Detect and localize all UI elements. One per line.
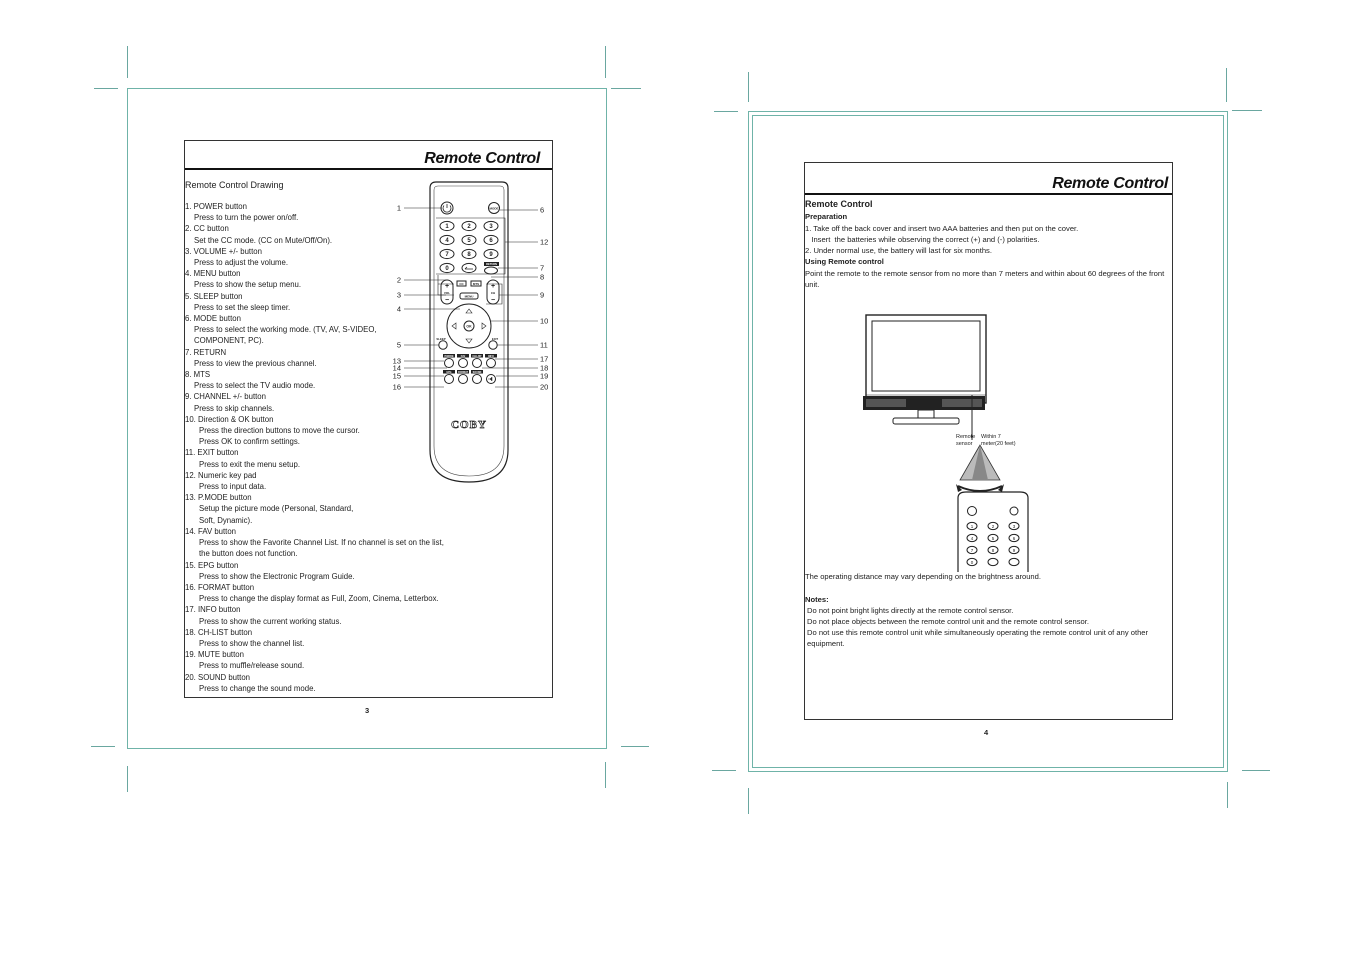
list-item-description: Press to change the sound mode. bbox=[199, 683, 316, 693]
fn-key-label: FORMAT bbox=[457, 370, 469, 374]
digit-key-label: 1 bbox=[970, 523, 974, 529]
fn-button-key bbox=[445, 359, 454, 368]
list-item-description: Press to show the setup menu. bbox=[194, 280, 302, 290]
list-item-heading: 16. FORMAT button bbox=[185, 582, 255, 592]
list-item-heading: 13. P.MODE button bbox=[185, 493, 252, 503]
list-item-heading: 20. SOUND button bbox=[185, 672, 251, 682]
callout-number: 5 bbox=[396, 340, 401, 350]
callout-number: 8 bbox=[540, 272, 545, 282]
fn-button-key bbox=[445, 375, 454, 384]
callout-number: 9 bbox=[540, 290, 545, 300]
return-button-key bbox=[485, 267, 498, 274]
preparation-step-2: 2. Under normal use, the battery will last for six months. bbox=[805, 246, 992, 255]
list-item-heading: 14. FAV button bbox=[185, 526, 237, 536]
within-distance-label: Within 7 meter(20 feet) bbox=[981, 434, 1016, 447]
page-4-header-rule bbox=[805, 193, 1172, 195]
fn-key-label: FAV bbox=[460, 354, 466, 358]
list-item-heading: 6. MODE button bbox=[185, 314, 241, 324]
list-item-heading: 12. Numeric key pad bbox=[185, 470, 257, 480]
list-item-heading: 19. MUTE button bbox=[185, 650, 244, 660]
digit-key-label: 2 bbox=[467, 224, 471, 231]
list-item-description: Press to skip channels. bbox=[194, 403, 275, 413]
callout-number: 19 bbox=[540, 371, 549, 381]
page-4-header-title: Remote Control bbox=[1052, 175, 1168, 192]
list-item-description: Press to turn the power on/off. bbox=[194, 213, 299, 223]
callout-number: 2 bbox=[396, 275, 401, 285]
digit-key-label: 0 bbox=[445, 266, 449, 273]
page-3-header-title: Remote Control bbox=[424, 150, 540, 167]
fn-key-label: INFO bbox=[488, 354, 494, 358]
digit-key-label: 0 bbox=[970, 559, 974, 565]
exit-button-key bbox=[489, 341, 497, 349]
list-item-description: Press to adjust the volume. bbox=[194, 258, 289, 268]
sleep-button-key bbox=[439, 341, 447, 349]
digit-key-label: 8 bbox=[991, 547, 995, 553]
list-item-heading: 3. VOLUME +/- button bbox=[185, 246, 262, 256]
callout-number: 18 bbox=[540, 363, 549, 373]
channel-key-label: CH bbox=[490, 291, 496, 295]
list-item-description: Setup the picture mode (Personal, Standard, bbox=[199, 504, 354, 514]
callout-number: 3 bbox=[396, 290, 401, 300]
exit-key-label: EXIT bbox=[491, 337, 499, 341]
volume-key-label: VOL bbox=[443, 291, 451, 295]
digit-key-label: 7 bbox=[970, 547, 974, 553]
channel-minus-label: − bbox=[490, 297, 496, 304]
power-icon bbox=[968, 507, 977, 516]
preparation-heading: Preparation bbox=[805, 212, 848, 221]
digit-key-label: 6 bbox=[1012, 535, 1016, 541]
list-item-description: Press to show the Favorite Channel List. If no channel is set on the list, bbox=[199, 538, 444, 548]
distance-note: The operating distance may vary depending on the brightness around. bbox=[805, 572, 1041, 581]
note-1: Do not point bright lights directly at the remote control sensor. bbox=[807, 606, 1014, 615]
mode-key-label: MODE bbox=[489, 206, 499, 211]
page-4-section-title: Remote Control bbox=[805, 199, 873, 209]
list-item-description: Press to input data. bbox=[199, 482, 267, 492]
brand-logo: COBY bbox=[451, 419, 487, 431]
list-item-description: Press the direction buttons to move the cursor. bbox=[199, 426, 360, 436]
digit-key-label: 4 bbox=[970, 535, 974, 541]
sleep-key-label: SLEEP bbox=[436, 337, 446, 341]
preparation-step-1: 1. Take off the back cover and insert two AAA batteries and then put on the cover. bbox=[805, 224, 1079, 233]
mode-button-key bbox=[1010, 507, 1018, 515]
using-remote-heading: Using Remote control bbox=[805, 257, 884, 266]
notes-heading: Notes: bbox=[805, 595, 829, 604]
fn-button-key bbox=[459, 375, 468, 384]
fn-key-label: EPG bbox=[446, 370, 452, 374]
fn-key-label: SOUND bbox=[472, 370, 482, 374]
callout-number: 12 bbox=[540, 237, 549, 247]
list-item-heading: 5. SLEEP button bbox=[185, 291, 243, 301]
list-item-description: Press to select the working mode. (TV, AV, S-VIDEO, bbox=[194, 325, 377, 335]
list-item-description: Press to exit the menu setup. bbox=[199, 459, 300, 469]
cc-key-label: CC bbox=[459, 282, 464, 286]
digit-key-label: 8 bbox=[467, 252, 471, 259]
callout-number: 14 bbox=[392, 363, 401, 373]
mts-key-label: MTS bbox=[472, 282, 480, 286]
digit-key-label: 5 bbox=[467, 238, 471, 245]
callout-number: 4 bbox=[396, 304, 401, 314]
digit-key-label: 9 bbox=[1012, 547, 1016, 553]
return-key-label: RETURN bbox=[486, 263, 497, 266]
digit-key-label: 6 bbox=[489, 238, 493, 245]
list-item-description: COMPONENT, PC). bbox=[194, 336, 264, 346]
preparation-step-1b: Insert the batteries while observing the correct (+) and (-) polarities. bbox=[805, 235, 1040, 244]
list-item-heading: 8. MTS bbox=[185, 370, 211, 380]
digit-key-label: 2 bbox=[991, 523, 995, 529]
callout-number: 16 bbox=[392, 382, 401, 392]
list-item-heading: 11. EXIT button bbox=[185, 448, 239, 458]
fn-key-label: P.MODE bbox=[444, 354, 454, 358]
fn-button-key bbox=[459, 359, 468, 368]
digit-key-label: 9 bbox=[489, 252, 493, 259]
fn-button-key bbox=[473, 359, 482, 368]
list-item-heading: 9. CHANNEL +/- button bbox=[185, 392, 266, 402]
digit-key-label: 3 bbox=[489, 224, 493, 231]
list-item-description: Press to change the display format as Full, Zoom, Cinema, Letterbox. bbox=[199, 594, 439, 604]
list-item-description: Press to set the sleep timer. bbox=[194, 302, 291, 312]
channel-plus-label: + bbox=[490, 283, 496, 290]
fn-button-key bbox=[487, 359, 496, 368]
dash-key bbox=[462, 263, 476, 272]
note-3: Do not use this remote control unit while simultaneously operating the remote control unit of any other equipment. bbox=[807, 628, 1149, 649]
callout-number: 10 bbox=[540, 316, 549, 326]
digit-key bbox=[988, 558, 998, 565]
volume-minus-label: − bbox=[444, 297, 450, 304]
list-item-description: Press to muffle/release sound. bbox=[199, 661, 305, 671]
list-item-heading: 18. CH-LIST button bbox=[185, 627, 253, 637]
volume-plus-label: + bbox=[444, 283, 450, 290]
page-3-section-title: Remote Control Drawing bbox=[185, 180, 284, 190]
digit-key-label: 1 bbox=[445, 224, 449, 231]
fn-button-key bbox=[473, 375, 482, 384]
using-remote-text: Point the remote to the remote sensor from no more than 7 meters and within about 60 degrees of the front unit. bbox=[805, 269, 1165, 290]
callout-number: 6 bbox=[540, 205, 545, 215]
list-item-heading: 17. INFO button bbox=[185, 605, 241, 615]
list-item-description: Press to select the TV audio mode. bbox=[194, 381, 316, 391]
callout-number: 13 bbox=[392, 356, 401, 366]
list-item-description: Press to show the channel list. bbox=[199, 638, 305, 648]
callout-number: 11 bbox=[540, 340, 548, 350]
list-item-description: Press to show the current working status. bbox=[199, 616, 342, 626]
list-item-heading: 1. POWER button bbox=[185, 202, 247, 211]
list-item-heading: 2. CC button bbox=[185, 224, 229, 234]
remote-control-drawing bbox=[390, 180, 560, 490]
callout-number: 15 bbox=[392, 371, 401, 381]
digit-key bbox=[1009, 558, 1019, 565]
page-4-number: 4 bbox=[984, 728, 989, 737]
digit-key-label: 5 bbox=[991, 535, 995, 541]
digit-key-label: 3 bbox=[1012, 523, 1016, 529]
callout-number: 20 bbox=[540, 382, 549, 392]
list-item-heading: 7. RETURN bbox=[185, 347, 227, 357]
digit-key-label: 4 bbox=[445, 238, 449, 245]
list-item-description: Set the CC mode. (CC on Mute/Off/On). bbox=[194, 235, 333, 245]
list-item-heading: 4. MENU button bbox=[185, 269, 241, 279]
list-item-description: Press to show the Electronic Program Guide. bbox=[199, 571, 355, 581]
list-item-heading: 15. EPG button bbox=[185, 560, 239, 570]
page-3-header-rule bbox=[185, 168, 552, 170]
list-item-description: the button does not function. bbox=[199, 549, 298, 559]
page-3-number: 3 bbox=[365, 706, 370, 715]
remote-sensor-label: Remote sensor bbox=[956, 434, 976, 447]
callout-number: 17 bbox=[540, 354, 549, 364]
menu-key-label: MENU bbox=[464, 294, 474, 299]
ok-key-label: OK bbox=[466, 324, 472, 329]
digit-key-label: 7 bbox=[445, 252, 449, 259]
list-item-description: Soft, Dynamic). bbox=[199, 515, 253, 525]
list-item-description: Press OK to confirm settings. bbox=[199, 437, 300, 447]
list-item-description: Press to view the previous channel. bbox=[194, 358, 317, 368]
callout-number: 7 bbox=[540, 263, 545, 273]
callout-number: 1 bbox=[396, 203, 401, 213]
fn-key-label: CH.LIST bbox=[472, 354, 482, 358]
list-item-heading: 10. Direction & OK button bbox=[185, 414, 274, 424]
note-2: Do not place objects between the remote control unit and the remote control sensor. bbox=[807, 617, 1089, 626]
